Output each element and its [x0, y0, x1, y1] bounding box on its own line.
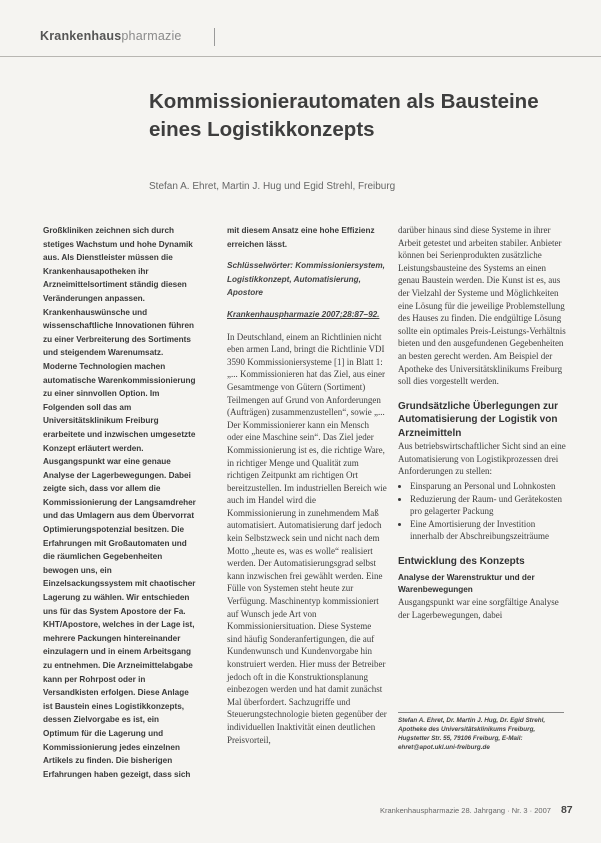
requirements-list — [398, 480, 566, 543]
page-number: 87 — [560, 804, 573, 816]
keywords-list: Kommissioniersystem, Logistikkonzept, Automatisierung, Apostore — [227, 261, 385, 298]
subsection-heading: Analyse der Warenstruktur und der Warenbewegungen — [398, 573, 535, 595]
running-header — [0, 0, 601, 62]
header-divider — [214, 28, 215, 46]
article-authors: Stefan A. Ehret, Martin J. Hug und Egid Strehl, Freiburg — [149, 181, 396, 192]
header-rule — [0, 56, 601, 57]
right-column — [398, 224, 566, 622]
footnote-rule — [398, 712, 564, 713]
abstract-continuation: mit diesem Ansatz eine hohe Effizienz erreichen lässt. — [227, 226, 375, 249]
page-footer — [380, 804, 573, 816]
list-item: • Eine Amortisierung der Investition innerhalb der Abschreibungszeiträume — [410, 518, 566, 543]
article-title: Kommissionierautomaten als Bausteine eines Logistikkonzepts — [149, 90, 539, 141]
journal-name-bold: Krankenhaus — [40, 29, 122, 43]
keywords-label: Schlüsselwörter: — [227, 261, 293, 271]
journal-name-light: pharmazie — [121, 29, 182, 43]
citation: Krankenhauspharmazie 2007;28:87–92. — [227, 309, 380, 319]
body-text-col3: darüber hinaus sind diese Systeme in ihrer Arbeit getestet und arbeiten stabiler. Anbieter können bei Serienprodukten zusätzliche Leistungsbausteine des Systems an einen genau Baustein werden. Die Kunst ist es, aus der Vielzahl der Systeme und Möglichkeiten eine Lösung für die jeweilige Problemstellung des Hauses zu finden. Die endgültige Lösung sollte ein optimales Preis-Leistungs-Verhältnis bieten und den ausgefundenen Gegebenheiten an besten gerecht werden. Am Beispiel der Apotheke des Universitätsklinikums Freiburg soll dies vorgestellt werden. — [398, 225, 566, 387]
middle-column — [227, 224, 387, 746]
subsection-paragraph: Ausgangspunkt war eine sorgfältige Analyse der Lagerbewegungen, dabei — [398, 597, 559, 621]
journal-name — [40, 29, 182, 43]
body-text-col2: In Deutschland, einem an Richtlinien nicht eben armen Land, bringt die Richtlinie VDI 3590 Kommissioniersysteme [1] in Blatt 1: „... Kommissionieren hat das Ziel, aus einer Gesamtmenge von Gütern (Sortiment) Teilmengen auf Grund von Anforderungen (Aufträgen) zusammenzustellen“, sowie „... Der Kommissionierer kann ein Mensch oder eine Maschine sein“. Das Ziel jeder Kommissionierung ist es, die richtige Ware, in richtiger Menge und Qualität zum richtigen Zeitpunkt am richtigen Ort bereitzustellen. Im industriellen Bereich wie auch im Handel wird die Kommissionierung in zunehmendem Maß automatisiert. Automatisierung darf jedoch kein Selbstzweck sein und nicht nach dem Motto „heute es, was es wolle“ realisiert werden. Der Automatisierungsgrad selbst kann inzwischen frei gewählt werden. Eine Fülle von Systemen steht heute zur Verfügung. Maschinentyp kommissioniert auf Wunsch jede Art von Kommissioniersituation. Diese Systeme sind häufig Sonderanfertigungen, die auf Kundenwunsch und Kundenvorgabe hin konstruiert werden. Hier muss der Betreiber jedoch oft in die Konstruktionsplanung einbezogen werden und hat damit zunächst Mal überfordert. Sachzugriffe und Steuerungstechnologie bieten gegenüber der individuellen Inaktivität einen deutlichen Preisvorteil, — [227, 331, 387, 745]
section-paragraph: Aus betriebswirtschaftlicher Sicht sind an eine Automatisierung von Logistikprozessen drei Anforderungen zu stellen: — [398, 441, 566, 477]
footer-journal: Krankenhauspharmazie 28. Jahrgang · Nr. 3 · 2007 — [380, 806, 551, 815]
keywords — [227, 259, 387, 300]
section-heading-1: Grundsätzliche Überlegungen zur Automatisierung der Logistik von Arzneimitteln — [398, 400, 559, 439]
abstract-text: Großkliniken zeichnen sich durch stetiges Wachstum und hohe Dynamik aus. Als Dienstleister müssen die Krankenhausapotheken ihr Arzneimittelsortiment ständig diesen Veränderungen anpassen. Krankenhauswünsche und wissenschaftliche Innovationen führen zu einer Verbreiterung des Sortiments und steigendem Warenumsatz. Moderne Technologien machen automatische Warenkommissionierung zu einer sinnvollen Option. Im Folgenden soll das am Universitätsklinikum Freiburg erarbeitete und inzwischen umgesetzte Konzept erläutert werden. Ausgangspunkt war eine genaue Analyse der Lagerbewegungen. Dabei zeigte sich, dass vor allem die Kommissionierung der Langsamdreher und das Umlagern aus dem Übervorrat Optimierungspotenzial besitzen. Die Erfahrungen mit Großautomaten und die räumlichen Gegebenheiten bewogen uns, ein Einzelsackungssystem mit chaotischer Lagerung zu wählen. Wir entschieden uns für das System Apostore der Fa. KHT/Apostore, welches in der Lage ist, mehrere Packungen hintereinander einzulagern und in einem Arbeitsgang zu entnehmen. Die Arzneimittelabgabe kann per Rohrpost oder in Versandkisten erfolgen. Diese Anlage ist Baustein eines Logistikkonzepts, dessen Zielvorgabe es ist, ein Optimum für die Lagerung und Kommissionierung jedes einzelnen Artikels zu finden. Die bisherigen Erfahrungen haben gezeigt, dass sich — [43, 226, 196, 779]
section-heading-2: Entwicklung des Konzepts — [398, 555, 525, 567]
list-item: • Reduzierung der Raum- und Gerätekosten pro gelagerter Packung — [410, 493, 566, 518]
list-item: • Einsparung an Personal und Lohnkosten — [410, 480, 566, 493]
abstract-column — [43, 224, 197, 781]
author-footnote: Stefan A. Ehret, Dr. Martin J. Hug, Dr. Egid Strehl, Apotheke des Universitätsklinikums Freiburg, Hugstetter Str. 55, 79106 Freiburg, E-Mail: ehret@apot.ukl.uni-freiburg.de — [398, 717, 546, 751]
